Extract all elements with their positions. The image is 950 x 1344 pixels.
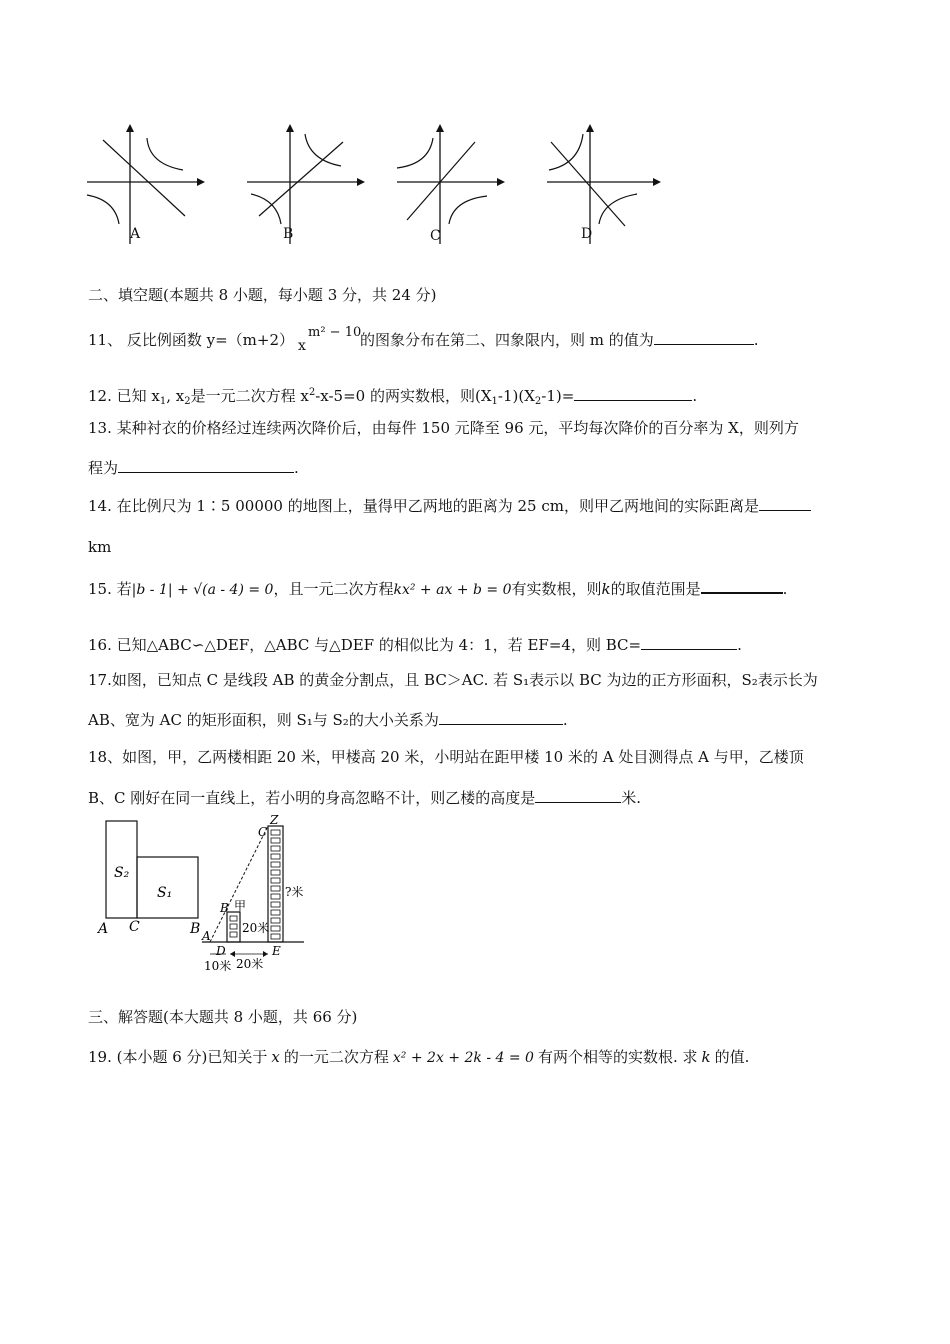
label-dist-10: 10米 <box>204 959 232 973</box>
label-s1: S₁ <box>157 885 173 901</box>
q12-sup: 2 <box>308 387 316 398</box>
label-jia: 甲 <box>234 899 247 913</box>
q18-end: 米. <box>621 789 642 807</box>
q15-equation-formula: kx² + ax + b = 0 <box>393 582 512 598</box>
label-point-a: A <box>98 921 109 937</box>
label-point-c: C <box>129 919 140 935</box>
question-11 <box>88 325 759 354</box>
q12-text-3: 是一元二次方程 x <box>190 387 309 405</box>
question-18-line-2 <box>88 788 641 808</box>
q17-text: AB、宽为 AC 的矩形面积，则 S₁与 S₂的大小关系为 <box>88 711 439 729</box>
q12-answer-blank[interactable] <box>574 386 692 401</box>
q11-base: x <box>298 338 306 354</box>
q15-answer-blank[interactable] <box>701 578 783 594</box>
building-window <box>271 854 280 859</box>
question-19 <box>88 1047 749 1068</box>
question-12 <box>88 383 697 412</box>
building-window <box>271 870 280 875</box>
q19-mid-2: 有两个相等的实数根. 求 <box>537 1048 698 1066</box>
q12-text-4: -x-5=0 的两实数根，则(X <box>315 387 492 405</box>
q11-exponent: m² − 10 <box>308 325 362 340</box>
question-18-line-1: 18、如图，甲，乙两楼相距 20 米，甲楼高 20 米，小明站在距甲楼 10 米的 A 处目测得点 A 与甲，乙楼顶 <box>88 748 804 766</box>
q12-sub-2: 2 <box>184 396 191 407</box>
question-16 <box>88 635 742 655</box>
q13-answer-blank[interactable] <box>118 458 294 473</box>
q12-sub-3: 1 <box>491 396 498 407</box>
label-b: B <box>220 901 229 915</box>
building-window <box>271 846 280 851</box>
figure-buildings <box>196 814 318 974</box>
q11-answer-blank[interactable] <box>654 330 754 345</box>
graph-label-b: B <box>283 226 294 242</box>
label-point-b: B <box>190 921 201 937</box>
q18-text: B、C 刚好在同一直线上，若小明的身高忽略不计，则乙楼的高度是 <box>88 789 536 807</box>
q12-text-5: -1)(X <box>497 387 535 405</box>
building-window <box>271 838 280 843</box>
q19-end: 的值. <box>714 1048 750 1066</box>
building-window <box>271 862 280 867</box>
q14-answer-blank[interactable] <box>759 496 811 511</box>
q15-condition-formula: |b - 1| + √(a - 4) = 0 <box>131 582 274 598</box>
q15-mid-2: 有实数根，则 <box>511 580 602 598</box>
building-window <box>271 902 280 907</box>
q13-end: . <box>294 459 299 477</box>
q11-suffix: 的图象分布在第二、四象限内，则 m 的值为 <box>360 331 654 349</box>
label-z: Z <box>270 814 279 827</box>
q14-text: 14. 在比例尺为 1∶5 00000 的地图上，量得甲乙两地的距离为 25 cm，则甲乙两地间的实际距离是 <box>88 497 759 515</box>
q11-prefix: 11、 反比例函数 y=（m+2） <box>88 331 295 349</box>
q11-end: . <box>753 331 759 349</box>
question-17-line-1: 17.如图，已知点 C 是线段 AB 的黄金分割点，且 BC＞AC. 若 S₁表示以 BC 为边的正方形面积，S₂表示长为 <box>88 671 818 689</box>
q15-suffix: 的取值范围是 <box>610 580 701 598</box>
building-window <box>271 918 280 923</box>
q12-text-1: 12. 已知 x <box>88 387 160 405</box>
graph-d <box>545 120 665 250</box>
q19-prefix: 19. (本小题 6 分)已知关于 <box>88 1048 268 1066</box>
label-dist-20: 20米 <box>236 957 264 971</box>
q15-prefix: 15. 若 <box>88 580 132 598</box>
graph-label-c: C <box>430 228 441 244</box>
building-window <box>271 926 280 931</box>
graph-label-d: D <box>581 226 593 242</box>
label-height-20: 20米 <box>242 921 270 935</box>
label-e: E <box>272 944 281 958</box>
question-14-line-1 <box>88 496 811 516</box>
q12-sub-1: 1 <box>159 396 167 407</box>
building-window <box>271 830 280 835</box>
building-window <box>271 894 280 899</box>
graph-b <box>245 120 365 250</box>
q19-variable-x: x <box>271 1048 280 1066</box>
q16-end: . <box>737 636 742 654</box>
q17-end: . <box>562 711 568 729</box>
label-d: D <box>216 944 226 958</box>
q15-end: . <box>782 580 788 598</box>
question-14-line-2: km <box>88 538 112 556</box>
building-window <box>271 878 280 883</box>
graph-c <box>395 120 515 250</box>
question-13-line-1: 13. 某种衬衣的价格经过连续两次降价后，由每件 150 元降至 96 元，平均每次降价的百分率为 X，则列方 <box>88 419 799 437</box>
section-2-heading: 二、填空题(本题共 8 小题，每小题 3 分，共 24 分) <box>88 286 437 304</box>
q17-answer-blank[interactable] <box>439 710 563 725</box>
q19-variable-k: k <box>701 1048 711 1066</box>
q12-sub-4: 2 <box>534 396 542 407</box>
building-window <box>271 886 280 891</box>
q15-mid: ，且一元二次方程 <box>273 580 394 598</box>
q19-equation-formula: x² + 2x + 2k - 4 = 0 <box>392 1050 534 1066</box>
question-13-line-2 <box>88 458 299 478</box>
label-unknown-height: ?米 <box>285 885 304 899</box>
label-a: A <box>202 929 211 943</box>
q19-mid: 的一元二次方程 <box>283 1048 389 1066</box>
q12-text-6: -1)= <box>541 387 575 405</box>
building-window <box>271 910 280 915</box>
label-c: C <box>258 825 268 839</box>
question-15 <box>88 578 787 600</box>
graph-a <box>85 120 205 250</box>
q16-answer-blank[interactable] <box>641 635 737 650</box>
q12-text-2: , x <box>166 387 185 405</box>
graph-label-a: A <box>130 226 141 242</box>
q18-answer-blank[interactable] <box>535 788 621 803</box>
section-3-heading: 三、解答题(本大题共 8 小题，共 66 分) <box>88 1008 358 1026</box>
q16-text: 16. 已知△ABC∽△DEF，△ABC 与△DEF 的相似比为 4：1，若 EF=4，则 BC= <box>88 636 642 654</box>
label-s2: S₂ <box>114 865 130 881</box>
question-17-line-2 <box>88 710 568 730</box>
q13-text: 程为 <box>88 459 119 477</box>
q12-end: . <box>692 387 698 405</box>
q15-variable: k <box>601 580 611 598</box>
building-window <box>271 934 280 939</box>
